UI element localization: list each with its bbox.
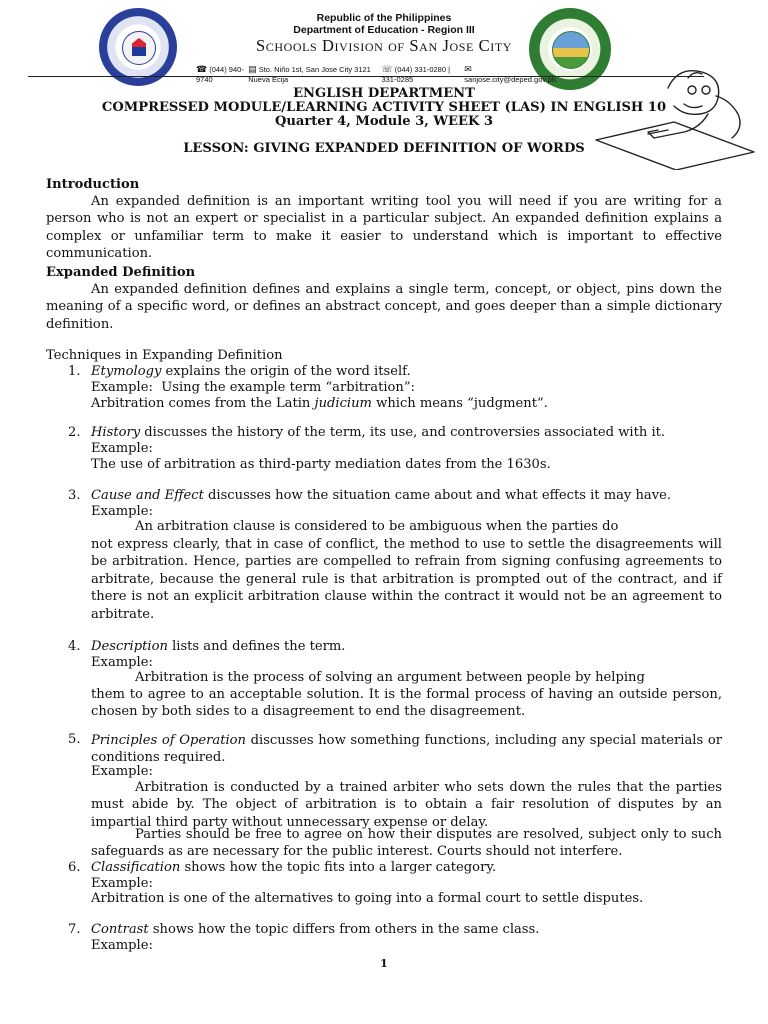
example-label: Example:	[91, 764, 153, 779]
technique-description: Description lists and defines the term.	[91, 639, 346, 654]
technique-history: History discusses the history of the term, its use, and controversies associated with it.	[91, 425, 666, 440]
technique-classification: Classification shows how the topic fits into a larger category.	[91, 860, 497, 875]
technique-cause-effect: Cause and Effect discusses how the situation came about and what effects it may have.	[91, 488, 672, 503]
item-number: 5.	[68, 732, 81, 747]
example-label: Example:	[91, 938, 153, 953]
dept-title: ENGLISH DEPARTMENT	[293, 86, 475, 101]
example-label: Example:	[91, 441, 153, 456]
example-paragraph: not express clearly, that in case of conflict, the method to use to settle the disagreements will be arbitration. Hence, parties are compelled to refrain from signing confusing agreements to arbitrate, because the general rule is that arbitration is prompted out of the contract, and if there is not an explicit arbitration clause within the contract it would not be an agreement to arbitrate.	[91, 537, 722, 622]
item-number: 1.	[68, 364, 81, 379]
example-text: Arbitration is one of the alternatives to going into a formal court to settle disputes.	[91, 891, 644, 906]
example-paragraph: Arbitration is conducted by a trained arbiter who sets down the rules that the parties must abide by. The object of arbitration is to obtain a fair resolution of disputes by an impartial third party without unnecessary expense or delay.	[91, 780, 722, 830]
example-text: Arbitration comes from the Latin judicium which means “judgment”.	[91, 396, 548, 411]
technique-contrast: Contrast shows how the topic differs from others in the same class.	[91, 922, 540, 937]
example-text: The use of arbitration as third-party mediation dates from the 1630s.	[91, 457, 551, 472]
example-first-line: Arbitration is the process of solving an argument between people by helping	[135, 670, 645, 685]
address-item: ▤ Sto. Niño 1st, San Jose City 3121 Nueva Ecija	[248, 64, 371, 84]
example-label: Example:	[91, 655, 153, 670]
email-icon: ✉	[464, 64, 472, 74]
example-label: Example:	[91, 504, 153, 519]
expanded-paragraph: An expanded definition defines and explains a single term, concept, or object, pins down the meaning of a specific word, or defines an abstract concept, and goes deeper than a simple dictionary definition.	[46, 282, 722, 332]
item-number: 7.	[68, 922, 81, 937]
division-name: Schools Division of San Jose City	[255, 36, 513, 55]
quarter-title: Quarter 4, Module 3, WEEK 3	[274, 114, 494, 129]
intro-heading: Introduction	[46, 177, 140, 192]
example-first-line: An arbitration clause is considered to be ambiguous when the parties do	[135, 519, 619, 534]
contact-line	[196, 64, 556, 84]
techniques-heading: Techniques in Expanding Definition	[46, 348, 283, 363]
module-title: COMPRESSED MODULE/LEARNING ACTIVITY SHEET (LAS) IN ENGLISH 10	[101, 100, 667, 115]
technique-etymology: Etymology explains the origin of the word itself.	[91, 364, 411, 379]
fax-icon: ☏	[381, 64, 393, 74]
page-number: 1	[380, 957, 388, 970]
phone2-item: ☏ (044) 331-0280 | 331-0285	[381, 64, 451, 84]
item-number: 3.	[68, 488, 81, 503]
example-label: Example:	[91, 876, 153, 891]
phone1-item: ☎ (044) 940-9740	[196, 64, 244, 84]
expanded-heading: Expanded Definition	[46, 265, 196, 280]
technique-principles: Principles of Operation discusses how something functions, including any special materials or conditions required.	[91, 733, 722, 766]
republic-line: Republic of the Philippines	[316, 12, 452, 24]
example-label: Example: Using the example term “arbitration”:	[91, 380, 415, 395]
department-line: Department of Education - Region III	[293, 24, 475, 36]
item-number: 6.	[68, 860, 81, 875]
lesson-title: LESSON: GIVING EXPANDED DEFINITION OF WORDS	[183, 141, 585, 156]
intro-paragraph: An expanded definition is an important writing tool you will need if you are writing for a person who is not an expert or specialist in a particular subject. An expanded definition explains a complex or unfamiliar term to make it easier to understand which is important to effective communication.	[46, 194, 722, 262]
item-number: 2.	[68, 425, 81, 440]
example-paragraph: Parties should be free to agree on how their disputes are resolved, subject only to such safeguards as are necessary for the public interest. Courts should not interfere.	[91, 827, 722, 860]
email-item: ✉sanjose.city@deped.gov.ph	[464, 64, 556, 84]
telephone-icon: ☎	[196, 64, 208, 74]
example-paragraph: them to agree to an acceptable solution. It is the formal process of having an outside person, chosen by both sides to a disagreement to end the disagreement.	[91, 687, 722, 720]
item-number: 4.	[68, 639, 81, 654]
building-icon: ▤	[248, 64, 257, 74]
